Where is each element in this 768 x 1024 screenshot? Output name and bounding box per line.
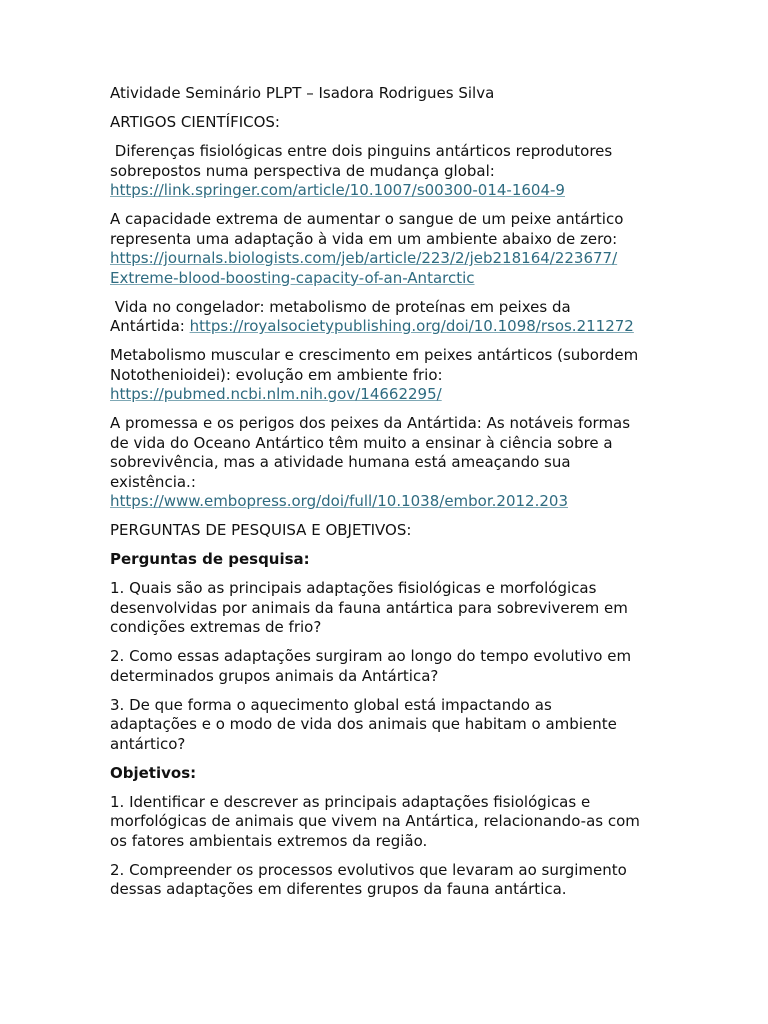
article-text: Notothenioidei): evolução em ambiente frio: bbox=[110, 365, 443, 384]
article-text: A promessa e os perigos dos peixes da Antártida: As notáveis formas bbox=[110, 414, 631, 432]
research-question: 3. De que forma o aquecimento global está impactando as adaptações e o modo de vida dos animais que habitam o ambiente antártico? bbox=[110, 695, 617, 753]
article-link[interactable]: https://royalsocietypublishing.org/doi/10.1098/rsos.211272 bbox=[189, 317, 634, 335]
document-page bbox=[110, 84, 670, 909]
article-entry bbox=[110, 210, 670, 288]
article-text: Vida no congelador: metabolismo de proteínas em peixes da bbox=[110, 297, 571, 316]
article-text: A capacidade extrema de aumentar o sangue de um peixe antártico bbox=[110, 210, 624, 228]
objective-item: 2. Compreender os processos evolutivos que levaram ao surgimento dessas adaptações em diferentes grupos da fauna antártica. bbox=[110, 860, 627, 898]
research-question: 1. Quais são as principais adaptações fisiológicas e morfológicas desenvolvidas por animais da fauna antártica para sobreviverem em condições extremas de frio? bbox=[110, 579, 628, 636]
objective-item: 1. Identificar e descrever as principais adaptações fisiológicas e morfológicas de animais que vivem na Antártica, relacionando-as com os fatores ambientais extremos da região. bbox=[110, 792, 640, 850]
article-text: sobrevivência, mas a atividade humana está ameaçando sua bbox=[110, 453, 571, 471]
document-title: Atividade Seminário PLPT – Isadora Rodrigues Silva bbox=[110, 84, 495, 102]
article-text: Diferenças fisiológicas entre dois pinguins antárticos reprodutores bbox=[110, 142, 613, 160]
article-text: existência.: bbox=[110, 472, 196, 491]
article-text-with-link bbox=[110, 317, 670, 337]
article-link[interactable]: https://www.embopress.org/doi/full/10.1038/embor.2012.203 bbox=[110, 492, 568, 510]
article-entry bbox=[110, 346, 670, 405]
objectives-heading: Objetivos: bbox=[110, 763, 197, 782]
article-entry bbox=[110, 298, 670, 337]
article-text: Antártida: bbox=[110, 317, 190, 335]
article-text: representa uma adaptação à vida em um ambiente abaixo de zero: bbox=[110, 229, 618, 248]
research-question: 2. Como essas adaptações surgiram ao longo do tempo evolutivo em determinados grupos animais da Antártica? bbox=[110, 647, 632, 685]
article-text: Metabolismo muscular e crescimento em peixes antárticos (subordem bbox=[110, 346, 639, 364]
article-text: de vida do Oceano Antártico têm muito a ensinar à ciência sobre a bbox=[110, 433, 613, 452]
article-link[interactable]: https://link.springer.com/article/10.1007/s00300-014-1604-9 bbox=[110, 181, 565, 199]
article-entry bbox=[110, 142, 670, 201]
section-heading-research: PERGUNTAS DE PESQUISA E OBJETIVOS: bbox=[110, 521, 412, 539]
article-text: sobrepostos numa perspectiva de mudança global: bbox=[110, 161, 495, 180]
questions-heading: Perguntas de pesquisa: bbox=[110, 550, 310, 568]
article-link[interactable]: Extreme-blood-boosting-capacity-of-an-Antarctic bbox=[110, 268, 475, 287]
article-link[interactable]: https://journals.biologists.com/jeb/article/223/2/jeb218164/223677/ bbox=[110, 249, 618, 267]
article-entry bbox=[110, 414, 670, 512]
article-link[interactable]: https://pubmed.ncbi.nlm.nih.gov/14662295/ bbox=[110, 385, 442, 403]
section-heading-articles: ARTIGOS CIENTÍFICOS: bbox=[110, 113, 280, 131]
